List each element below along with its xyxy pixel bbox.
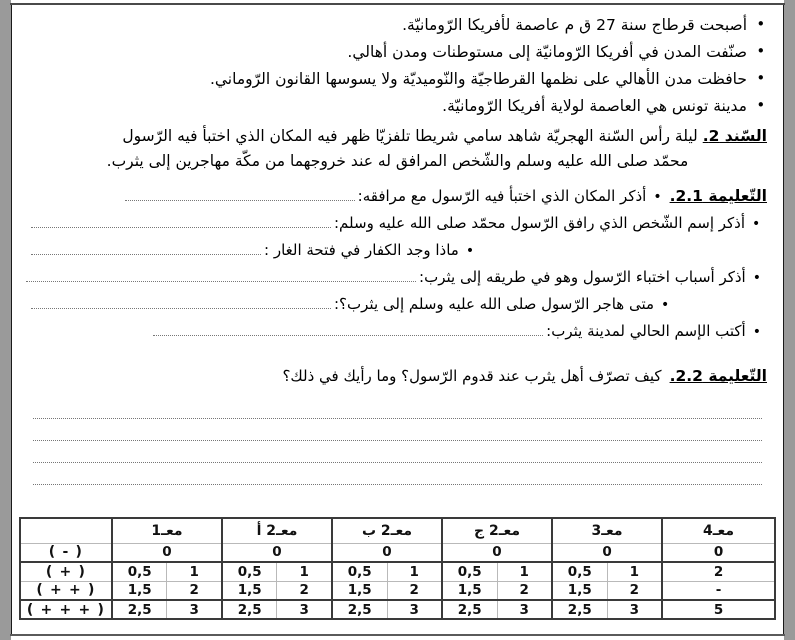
cell-pp-c4: - xyxy=(662,581,775,600)
row-label-plusplusplus: ( + + + ) xyxy=(20,600,112,619)
score-table xyxy=(19,517,776,620)
cell-ppp-c1-a: 2,5 xyxy=(112,600,167,619)
sanad-block xyxy=(28,124,767,174)
answer-blank[interactable] xyxy=(153,335,543,336)
question-row xyxy=(28,318,767,345)
instruction-1-block xyxy=(28,183,767,345)
cell-ppp-c2c-b: 3 xyxy=(497,600,552,619)
cell-plus-c2b-b: 1 xyxy=(387,562,442,581)
row-label-minus: ( - ) xyxy=(20,543,112,562)
answer-blank[interactable] xyxy=(31,227,331,228)
question-text: أذكر المكان الذي اختبأ فيه الرّسول مع مرافقه: xyxy=(357,187,647,205)
answer-line[interactable] xyxy=(33,397,762,419)
cell-ppp-c2b-b: 3 xyxy=(387,600,442,619)
cell-pp-c2c-a: 1,5 xyxy=(442,581,497,600)
cell-zero-c1: 0 xyxy=(112,543,222,562)
table-row-minus xyxy=(20,543,775,562)
sanad-first-line xyxy=(28,124,767,149)
question-text: متى هاجر الرّسول صلى الله عليه وسلم إلى يثرب؟: xyxy=(334,295,655,313)
instruction-2-header-row xyxy=(28,363,767,389)
bullet-icon: • xyxy=(752,270,761,286)
row-label-plus: ( + ) xyxy=(20,562,112,581)
answer-line[interactable] xyxy=(33,419,762,441)
cell-ppp-c2a-a: 2,5 xyxy=(222,600,277,619)
cell-ppp-c3-a: 2,5 xyxy=(552,600,607,619)
list-item: • أصبحت قرطاج سنة 27 ق م عاصمة لأفريكا الرّومانيّة. xyxy=(28,12,767,39)
cell-ppp-c2a-b: 3 xyxy=(277,600,332,619)
instruction-1-label: التّعليمة 2.1. xyxy=(669,187,767,205)
cell-plus-c4: 2 xyxy=(662,562,775,581)
question-row xyxy=(28,264,767,291)
scan-gutter-left xyxy=(0,0,11,640)
question-text: أذكر إسم الشّخص الذي رافق الرّسول محمّد صلى الله عليه وسلم: xyxy=(334,214,746,232)
table-row-plusplus xyxy=(20,581,775,600)
instruction-2-block xyxy=(28,363,767,485)
cell-plus-c1-a: 0,5 xyxy=(112,562,167,581)
cell-pp-c2b-a: 1,5 xyxy=(332,581,387,600)
table-row-plus xyxy=(20,562,775,581)
cell-plus-c2c-b: 1 xyxy=(497,562,552,581)
cell-ppp-c3-b: 3 xyxy=(607,600,662,619)
column-header-criterion-1: معـ1 xyxy=(112,518,222,543)
cell-plus-c2c-a: 0,5 xyxy=(442,562,497,581)
column-header-criterion-2b: معـ2 ب xyxy=(332,518,442,543)
list-item: • مدينة تونس هي العاصمة لولاية أفريكا الرّومانيّة. xyxy=(28,93,767,120)
list-item: • صنّفت المدن في أفريكا الرّومانيّة إلى مستوطنات ومدن أهالي. xyxy=(28,39,767,66)
column-header-criterion-3: معـ3 xyxy=(552,518,662,543)
page-edge-bottom xyxy=(10,634,785,636)
sanad-line-1: ليلة رأس السّنة الهجريّة شاهد سامي شريطا تلفزيّا ظهر فيه المكان الذي اختبأ فيه الرّسول xyxy=(122,127,698,145)
answer-line[interactable] xyxy=(33,463,762,485)
question-row xyxy=(28,237,767,264)
bullet-icon: • xyxy=(661,297,670,313)
score-table-container xyxy=(12,517,783,620)
answer-blank[interactable] xyxy=(26,281,416,282)
instruction-2-question: كيف تصرّف أهل يثرب عند قدوم الرّسول؟ وما رأيك في ذلك؟ xyxy=(282,367,662,385)
cell-pp-c3-a: 1,5 xyxy=(552,581,607,600)
column-header-criterion-2a: معـ2 أ xyxy=(222,518,332,543)
cell-zero-c2a: 0 xyxy=(222,543,332,562)
cell-pp-c1-a: 1,5 xyxy=(112,581,167,600)
question-row xyxy=(28,291,767,318)
cell-pp-c2b-b: 2 xyxy=(387,581,442,600)
bullet-icon: • xyxy=(752,324,761,340)
table-corner-cell xyxy=(20,518,112,543)
cell-zero-c2b: 0 xyxy=(332,543,442,562)
question-text: أكتب الإسم الحالي لمدينة يثرب: xyxy=(546,322,746,340)
free-answer-area[interactable] xyxy=(28,397,767,485)
cell-ppp-c2c-a: 2,5 xyxy=(442,600,497,619)
cell-plus-c2a-a: 0,5 xyxy=(222,562,277,581)
column-header-criterion-4: معـ4 xyxy=(662,518,775,543)
row-label-plusplus: ( + + ) xyxy=(20,581,112,600)
cell-pp-c2c-b: 2 xyxy=(497,581,552,600)
column-header-criterion-2c: معـ2 ج xyxy=(442,518,552,543)
cell-plus-c1-b: 1 xyxy=(167,562,222,581)
cell-ppp-c2b-a: 2,5 xyxy=(332,600,387,619)
bullet-icon: • xyxy=(653,189,662,205)
answer-blank[interactable] xyxy=(125,200,355,201)
cell-pp-c3-b: 2 xyxy=(607,581,662,600)
sanad-label: السّند 2. xyxy=(702,127,767,145)
cell-pp-c2a-a: 1,5 xyxy=(222,581,277,600)
cell-ppp-c4: 5 xyxy=(662,600,775,619)
cell-plus-c2b-a: 0,5 xyxy=(332,562,387,581)
table-row-plusplusplus xyxy=(20,600,775,619)
instruction-2-label: التّعليمة 2.2. xyxy=(669,367,767,385)
cell-pp-c2a-b: 2 xyxy=(277,581,332,600)
table-header-row xyxy=(20,518,775,543)
answer-line[interactable] xyxy=(33,441,762,463)
cell-plus-c2a-b: 1 xyxy=(277,562,332,581)
cell-plus-c3-b: 1 xyxy=(607,562,662,581)
list-item: • حافظت مدن الأهالي على نظمها القرطاجيّة والنّوميديّة ولا يسوسها القانون الرّوماني. xyxy=(28,66,767,93)
answer-blank[interactable] xyxy=(31,308,331,309)
scan-gutter-right xyxy=(784,0,795,640)
question-row xyxy=(28,210,767,237)
bullet-icon: • xyxy=(752,216,761,232)
sanad-line-2: محمّد صلى الله عليه وسلم والشّخص المرافق له عند خروجهما من مكّة مهاجرين إلى يثرب. xyxy=(106,152,689,170)
cell-ppp-c1-b: 3 xyxy=(167,600,222,619)
document-border xyxy=(11,5,784,634)
source-bullet-list xyxy=(28,12,767,120)
cell-zero-c2c: 0 xyxy=(442,543,552,562)
question-text: أذكر أسباب اختباء الرّسول وهو في طريقه إلى يثرب: xyxy=(419,268,746,286)
cell-plus-c3-a: 0,5 xyxy=(552,562,607,581)
instruction-1-header-row xyxy=(28,183,767,210)
cell-pp-c1-b: 2 xyxy=(167,581,222,600)
cell-zero-c3: 0 xyxy=(552,543,662,562)
cell-zero-c4: 0 xyxy=(662,543,775,562)
question-text: ماذا وجد الكفار في فتحة الغار : xyxy=(264,241,459,259)
answer-blank[interactable] xyxy=(31,254,261,255)
bullet-icon: • xyxy=(465,243,475,259)
